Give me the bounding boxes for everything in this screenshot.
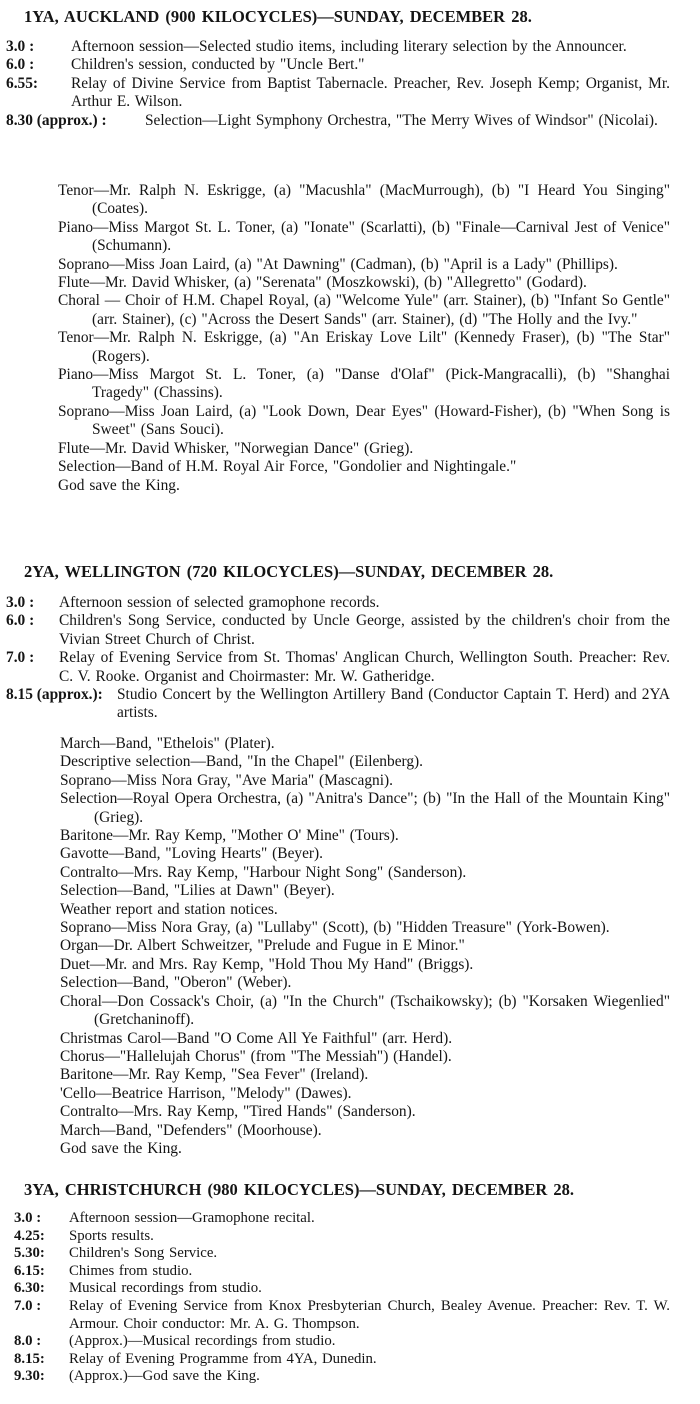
entry-time: 3.0 xyxy=(14,1210,33,1226)
entry-separator: : xyxy=(29,612,35,630)
programme-item: Christmas Carol—Band "O Come All Ye Faithful" (arr. Herd). xyxy=(60,1029,453,1047)
entry-time: 5.30 xyxy=(14,1245,40,1262)
entry-time: 7.0 xyxy=(6,649,26,667)
entry-text: Relay of Evening Programme from 4YA, Dunedin. xyxy=(69,1350,377,1367)
programme-item: Selection—Band, "Lilies at Dawn" (Beyer). xyxy=(60,882,335,900)
programme-item: Piano—Miss Margot St. L. Toner, (a) "Ionate" (Scarlatti), (b) "Finale—Carnival Jest of Venice" (Schumann). xyxy=(58,218,670,255)
programme-item: Duet—Mr. and Mrs. Ray Kemp, "Hold Thou My Hand" (Briggs). xyxy=(60,955,474,973)
entry-text: Relay of Divine Service from Baptist Tabernacle. Preacher, Rev. Joseph Kemp; Organist, Mr. Arthur E. Wilson. xyxy=(71,74,670,111)
programme-item: Choral — Choir of H.M. Chapel Royal, (a) "Welcome Yule" (arr. Stainer), (b) "Infant So Gentle" (arr. Stainer), (c) "Across the Desert Sands" (arr. Stainer), (d) "The Holly and the Ivy." xyxy=(58,292,670,328)
programme-item: Piano—Miss Margot St. L. Toner, (a) "Danse d'Olaf" (Pick-Mangracalli), (b) "Shanghai Tragedy" (Chassins). xyxy=(58,366,670,402)
entry-separator: : xyxy=(29,38,35,55)
programme-item: Baritone—Mr. Ray Kemp, "Sea Fever" (Ireland). xyxy=(60,1066,369,1084)
entry-time: 3.0 xyxy=(6,594,26,611)
entry-text: Studio Concert by the Wellington Artillery Band (Conductor Captain T. Herd) and 2YA artists. xyxy=(117,686,670,722)
schedule-entry xyxy=(0,38,700,56)
entry-time: 6.15 xyxy=(14,1262,40,1279)
entry-time: 6.30 xyxy=(14,1280,40,1297)
schedule-entry xyxy=(0,75,700,112)
programme-item: March—Band, "Ethelois" (Plater). xyxy=(60,735,275,752)
schedule-entry xyxy=(0,612,700,649)
entry-time: 8.0 xyxy=(14,1333,33,1350)
entry-separator: : xyxy=(36,1210,42,1226)
schedule-entry xyxy=(0,1228,700,1246)
entry-time: 3.0 xyxy=(6,38,26,55)
entry-time: 6.55: xyxy=(6,74,39,92)
entry-text: Afternoon session—Selected studio items, including literary selection by the Announcer. xyxy=(71,38,627,55)
programme-item: Contralto—Mrs. Ray Kemp, "Harbour Night Song" (Sanderson). xyxy=(60,863,467,881)
programme-item: Selection—Band, "Oberon" (Weber). xyxy=(60,974,292,992)
entry-time: 8.15 xyxy=(14,1350,40,1367)
programme-item: Soprano—Miss Nora Gray, (a) "Lullaby" (Scott), (b) "Hidden Treasure" (York-Bowen). xyxy=(60,919,610,937)
programme-item: Gavotte—Band, "Loving Hearts" (Beyer). xyxy=(60,845,324,863)
programme-item: Descriptive selection—Band, "In the Chapel" (Eilenberg). xyxy=(60,753,424,771)
section-heading: 2YA, WELLINGTON (720 KILOCYCLES)—SUNDAY, DECEMBER 28. xyxy=(24,562,554,581)
programme-item: God save the King. xyxy=(58,476,180,494)
programme-item: Contralto—Mrs. Ray Kemp, "Tired Hands" (Sanderson). xyxy=(60,1103,416,1121)
entry-text: Relay of Evening Service from Knox Presbyterian Church, Bealey Avenue. Preacher: Rev. T. W. Armour. Choir conductor: Mr. A. G. Thompson. xyxy=(69,1297,670,1332)
entry-text: Afternoon session of selected gramophone records. xyxy=(59,594,380,611)
entry-time: 6.0 xyxy=(6,56,26,74)
programme-item: Soprano—Miss Joan Laird, (a) "Look Down, Dear Eyes" (Howard-Fisher), (b) "When Song is Sweet" (Sans Souci). xyxy=(58,402,670,439)
entry-separator: : xyxy=(39,1280,45,1297)
programme-item: March—Band, "Defenders" (Moorhouse). xyxy=(60,1121,322,1139)
entry-separator: : xyxy=(39,1350,45,1367)
schedule-entry xyxy=(0,1210,700,1228)
programme-item: Selection—Band of H.M. Royal Air Force, "Gondolier and Nightingale." xyxy=(58,458,517,476)
entry-text: (Approx.)—God save the King. xyxy=(69,1368,260,1385)
entry-separator: : xyxy=(36,1297,42,1314)
section-heading: 3YA, CHRISTCHURCH (980 KILOCYCLES)—SUNDAY, DECEMBER 28. xyxy=(24,1180,575,1199)
entry-time: 6.0 xyxy=(6,612,26,630)
entry-time: 7.0 xyxy=(14,1297,33,1314)
section-heading: 1YA, AUCKLAND (900 KILOCYCLES)—SUNDAY, DECEMBER 28. xyxy=(24,7,532,26)
entry-time: 9.30 xyxy=(14,1368,40,1385)
entry-text: Afternoon session—Gramophone recital. xyxy=(69,1210,315,1226)
programme-item: Tenor—Mr. Ralph N. Eskrigge, (a) "Macushla" (MacMurrough), (b) "I Heard You Singing" (Coates). xyxy=(58,182,670,218)
entry-text: Selection—Light Symphony Orchestra, "The Merry Wives of Windsor" (Nicolai). xyxy=(145,111,658,129)
programme-item: Weather report and station notices. xyxy=(60,900,278,918)
schedule-entry xyxy=(0,1333,700,1351)
entry-text: Chimes from studio. xyxy=(69,1262,193,1279)
schedule-entry xyxy=(0,1263,700,1281)
entry-text: Sports results. xyxy=(69,1227,154,1244)
entry-separator: : xyxy=(29,56,35,74)
schedule-entry xyxy=(0,1298,700,1333)
entry-text: (Approx.)—Musical recordings from studio. xyxy=(69,1333,336,1350)
entry-text: Relay of Evening Service from St. Thomas' Anglican Church, Wellington South. Preacher: Rev. C. V. Rooke. Organist and Choirmaster: Mr. W. Gatheridge. xyxy=(59,649,670,685)
schedule-entry xyxy=(0,56,700,74)
entry-time: 4.25 xyxy=(14,1227,40,1244)
schedule-entry xyxy=(0,1351,700,1369)
programme-item: Selection—Royal Opera Orchestra, (a) "Anitra's Dance"; (b) "In the Hall of the Mountain King" (Grieg). xyxy=(60,790,670,826)
entry-separator: (approx.) : xyxy=(36,111,107,129)
programme-item: Soprano—Miss Joan Laird, (a) "At Dawning" (Cadman), (b) "April is a Lady" (Phillips). xyxy=(58,255,618,273)
entry-text: Children's session, conducted by "Uncle Bert." xyxy=(71,56,365,74)
schedule-entry xyxy=(0,1245,700,1263)
entry-separator: : xyxy=(39,1245,45,1262)
programme-item: Baritone—Mr. Ray Kemp, "Mother O' Mine" (Tours). xyxy=(60,827,399,845)
entry-separator: : xyxy=(36,1333,42,1350)
entry-separator: : xyxy=(29,594,35,611)
entry-separator: : xyxy=(39,1227,45,1244)
programme-item: Flute—Mr. David Whisker, "Norwegian Dance" (Grieg). xyxy=(58,439,414,457)
entry-time: 8.30 xyxy=(6,111,33,129)
schedule-entry xyxy=(0,1280,700,1298)
programme-item: 'Cello—Beatrice Harrison, "Melody" (Dawes). xyxy=(60,1084,352,1102)
entry-text: Children's Song Service. xyxy=(69,1245,218,1262)
entry-separator: : xyxy=(29,649,35,667)
entry-time: 8.15 xyxy=(6,686,33,704)
schedule-entry xyxy=(0,594,700,612)
programme-items xyxy=(0,735,700,1158)
programme-items xyxy=(0,182,700,495)
schedule-entry xyxy=(0,686,700,723)
schedule-entry xyxy=(0,1368,700,1386)
entry-text: Musical recordings from studio. xyxy=(69,1280,262,1297)
schedule-entry xyxy=(0,112,700,130)
programme-item: Soprano—Miss Nora Gray, "Ave Maria" (Mascagni). xyxy=(60,771,393,789)
entry-text: Children's Song Service, conducted by Uncle George, assisted by the children's choir from the Vivian Street Church of Christ. xyxy=(59,612,670,648)
entry-separator: : xyxy=(39,1368,45,1385)
programme-item: Chorus—"Hallelujah Chorus" (from "The Messiah") (Handel). xyxy=(60,1047,452,1065)
entry-separator: : xyxy=(39,1262,45,1279)
programme-item: Organ—Dr. Albert Schweitzer, "Prelude and Fugue in E Minor." xyxy=(60,937,465,955)
programme-item: Tenor—Mr. Ralph N. Eskrigge, (a) "An Eriskay Love Lilt" (Kennedy Fraser), (b) "The Star" (Rogers). xyxy=(58,329,670,365)
programme-item: God save the King. xyxy=(60,1139,182,1157)
entry-separator: (approx.): xyxy=(36,686,103,704)
programme-item: Choral—Don Cossack's Choir, (a) "In the Church" (Tschaikowsky); (b) "Korsaken Wiegenlied" (Gretchaninoff). xyxy=(60,992,670,1029)
schedule-entry xyxy=(0,649,700,686)
programme-item: Flute—Mr. David Whisker, (a) "Serenata" (Moszkowski), (b) "Allegretto" (Godard). xyxy=(58,274,587,292)
